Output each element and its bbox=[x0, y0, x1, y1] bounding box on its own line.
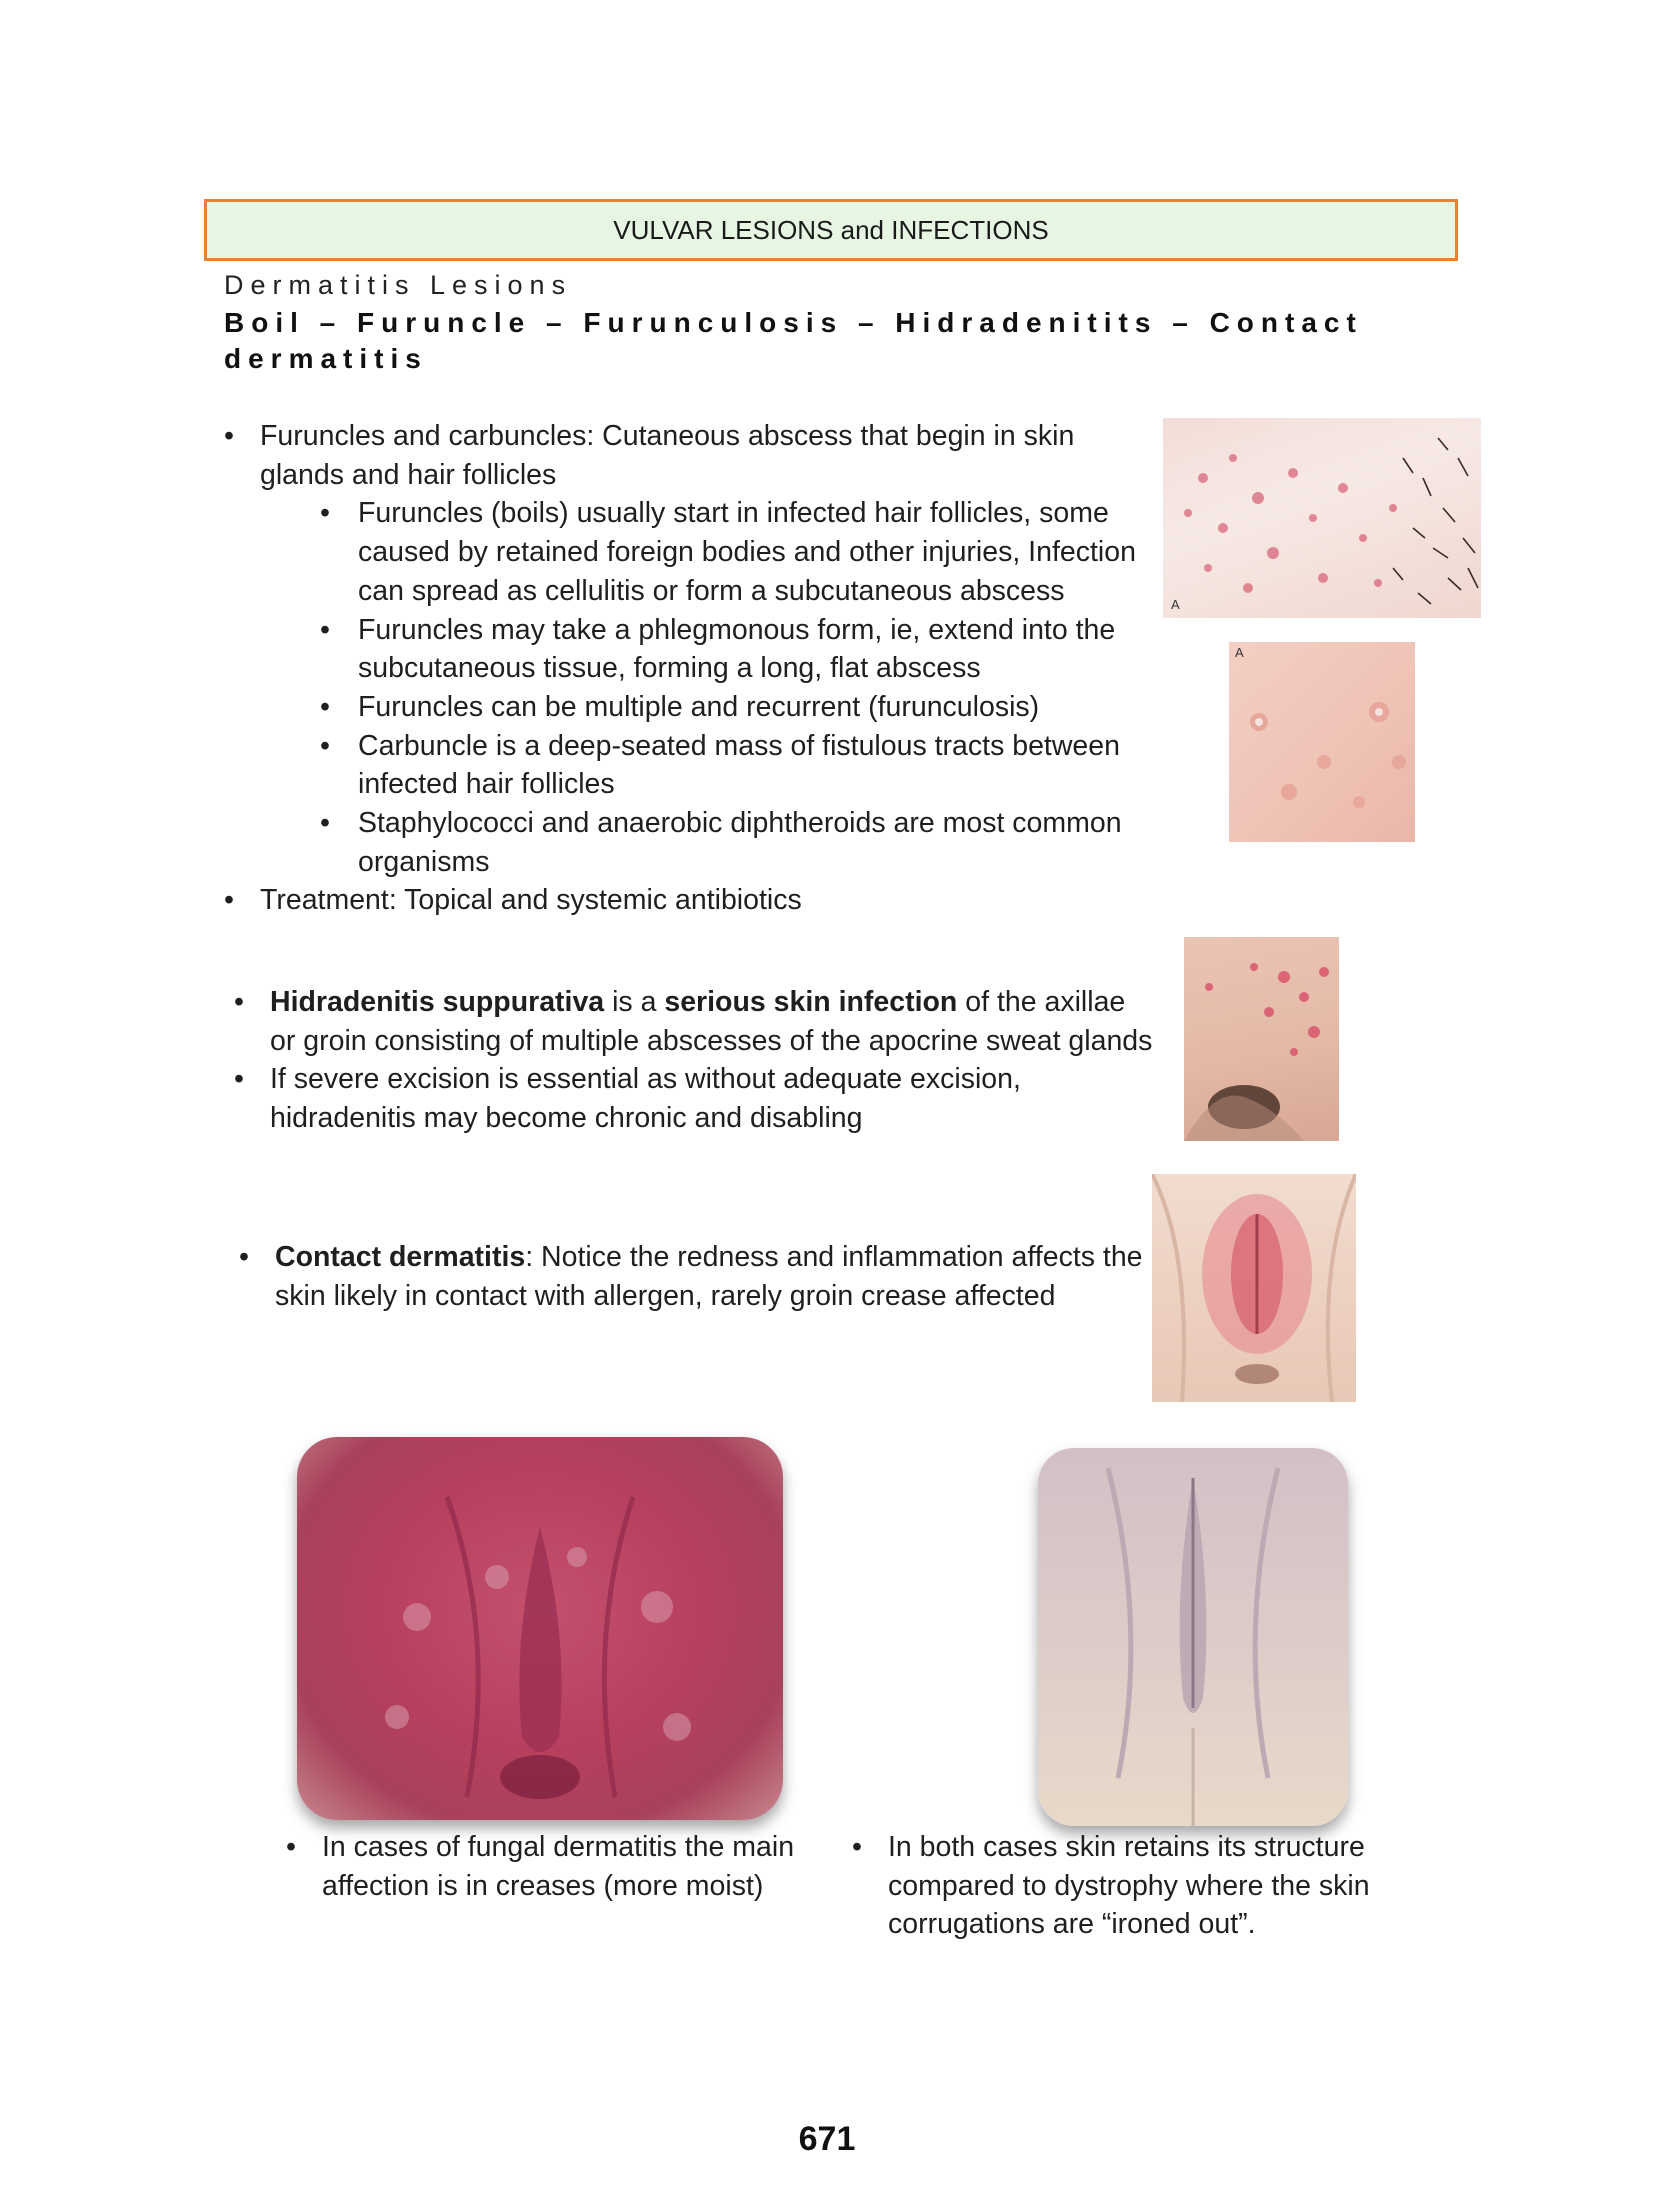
furuncle-photo-1-drawing bbox=[1163, 418, 1481, 618]
caption-comparison: • In both cases skin retains its structure compared to dystrophy where the skin corrugations are “ironed out”. bbox=[852, 1828, 1448, 1944]
furuncle-section bbox=[224, 417, 1159, 920]
inline-text: of the axillae or groin consisting of multiple abscesses of the apocrine sweat glands bbox=[270, 986, 1153, 1057]
header-title: VULVAR LESIONS and INFECTIONS bbox=[613, 214, 1049, 245]
topics-heading: Boil – Furuncle – Furunculosis – Hidradenitits – Contact dermatitis bbox=[224, 307, 1363, 374]
contact-dermatitis-term: Contact dermatitis bbox=[275, 1241, 526, 1273]
list-item: • Furuncles (boils) usually start in infected hair follicles, some caused by retained foreign bodies and other injuries, Infection can spread as cellulitis or form a subcutaneous abscess bbox=[224, 494, 1159, 610]
photo-label: A bbox=[1171, 597, 1180, 612]
caption-fungal: • In cases of fungal dermatitis the main affection is in creases (more moist) bbox=[286, 1828, 822, 1905]
page-header bbox=[204, 199, 1458, 261]
list-item: • Furuncles and carbuncles: Cutaneous abscess that begin in skin glands and hair follicles bbox=[224, 417, 1159, 494]
fungal-dermatitis-photo bbox=[297, 1437, 783, 1820]
furuncle-photo-1 bbox=[1163, 418, 1481, 618]
furuncle-photo-2 bbox=[1229, 642, 1415, 842]
list-item bbox=[239, 1238, 1154, 1315]
hidradenitis-section bbox=[234, 983, 1154, 1138]
fungal-dermatitis-photo-drawing bbox=[297, 1437, 783, 1820]
serious-infection-term: serious skin infection bbox=[664, 986, 958, 1018]
inline-text: is a bbox=[604, 986, 665, 1018]
comparison-photo-drawing bbox=[1038, 1448, 1348, 1826]
inline-text: : Notice the redness and inflammation affects the skin likely in contact with allergen, rarely groin crease affected bbox=[275, 1241, 1143, 1312]
comparison-photo bbox=[1038, 1448, 1348, 1826]
section-subtitle: Dermatitis Lesions bbox=[224, 270, 573, 300]
list-item: • Staphylococci and anaerobic diphtheroids are most common organisms bbox=[224, 804, 1159, 881]
list-item: • Treatment: Topical and systemic antibiotics bbox=[224, 881, 1159, 920]
contact-dermatitis-photo bbox=[1152, 1174, 1356, 1402]
list-item: • Furuncles can be multiple and recurrent (furunculosis) bbox=[224, 688, 1159, 727]
contact-dermatitis-photo-drawing bbox=[1152, 1174, 1356, 1402]
hidradenitis-photo bbox=[1184, 937, 1339, 1141]
list-item: • Furuncles may take a phlegmonous form, ie, extend into the subcutaneous tissue, forming a long, flat abscess bbox=[224, 611, 1159, 688]
photo-label: A bbox=[1235, 645, 1244, 660]
list-item: • Carbuncle is a deep-seated mass of fistulous tracts between infected hair follicles bbox=[224, 727, 1159, 804]
hidradenitis-photo-drawing bbox=[1184, 937, 1339, 1141]
contact-dermatitis-section bbox=[239, 1238, 1154, 1315]
hidradenitis-term: Hidradenitis suppurativa bbox=[270, 986, 605, 1018]
page-number: 671 bbox=[798, 2120, 856, 2158]
list-item: • If severe excision is essential as without adequate excision, hidradenitis may become chronic and disabling bbox=[234, 1060, 1154, 1137]
furuncle-photo-2-drawing bbox=[1229, 642, 1415, 842]
list-item bbox=[234, 983, 1154, 1060]
